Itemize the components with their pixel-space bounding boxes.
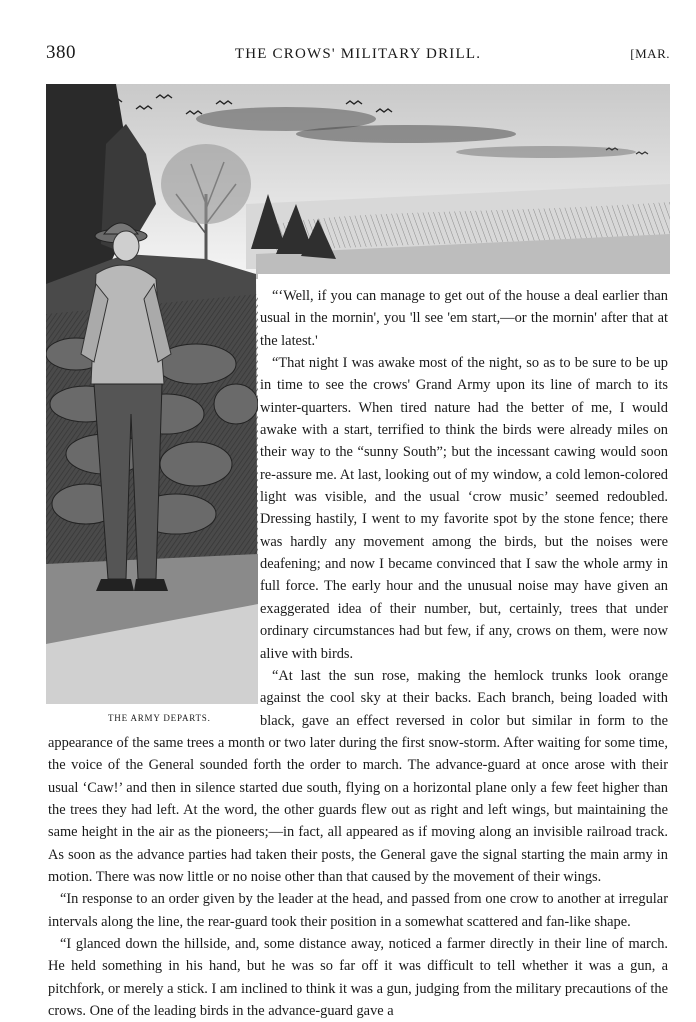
illustration-caption: THE ARMY DEPARTS. [108, 713, 211, 723]
running-title: THE CROWS' MILITARY DRILL. [234, 46, 482, 62]
month-tag: [MAR. [630, 46, 670, 61]
running-head [46, 44, 670, 68]
paragraph-3: “At last the sun rose, making the hemlock trunks look orange against the cool sky at their backs. Each branch, being loaded with black, gave an effect reversed in color but similar in form to the appearance of the same trees a month or two later during the first snow-storm. After waiting for some time, the voice of the General sounded forth the order to march. The advance-guard at once arose with their usual ‘Caw!’ and then in silence started due south, flying on a horizontal plane only a few feet higher than the trees they had left. At the word, the other guards flew out as right and left wings, but maintaining the same height in the air as the pioneers;—in fact, all appeared as if moving along an invisible railroad track. As soon as the advance parties had taken their posts, the General gave the signal starting the main army in motion. There was now little or no noise other than that caused by the movement of their wings. [48, 667, 668, 885]
illustration-wrap-spacer [48, 285, 260, 712]
paragraph-1: “‘Well, if you can manage to get out of the house a deal earlier than usual in the mornin', you 'll see 'em start,—or the mornin' after that at the latest.' [260, 288, 668, 349]
paragraph-2: “That night I was awake most of the night, so as to be sure to be up in time to see the crows' Grand Army upon its line of march to its winter-quarters. When tired nature had the better of me, I would awake with a start, terrified to think the birds were already miles on their way to the “sunny South”; but the incessant cawing would soon re-assure me. At last, looking out of my window, a cold lemon-colored light was visible, and the usual ‘crow music’ seemed redoubled. Dressing hastily, I went to my favorite spot by the stone fence; there was hardly any movement among the birds, but the noises were deafening; and now I became convinced that I saw the whole army in full force. The early hour and the unusual noise may have given an exaggerated idea of their number, but, certainly, trees that under ordinary circumstances had but few, if any, crows on them, were now alive with birds. [260, 355, 668, 662]
paragraph-5: “I glanced down the hillside, and, some distance away, noticed a farmer directly in their line of march. He held something in his hand, but he was so far off it was difficult to tell whether it was a gun, a pitchfork, or merely a stick. I am inclined to think it was a gun, judging from the military precautions of the crows. One of the leading birds in the advance-guard gave a [48, 935, 668, 1019]
paragraph-4: “In response to an order given by the leader at the head, and passed from one crow to another at irregular intervals along the line, the rear-guard took their position in a somewhat scattered and fan-like shape. [48, 891, 668, 930]
article-body [48, 285, 668, 1022]
page-number: 380 [46, 42, 76, 63]
